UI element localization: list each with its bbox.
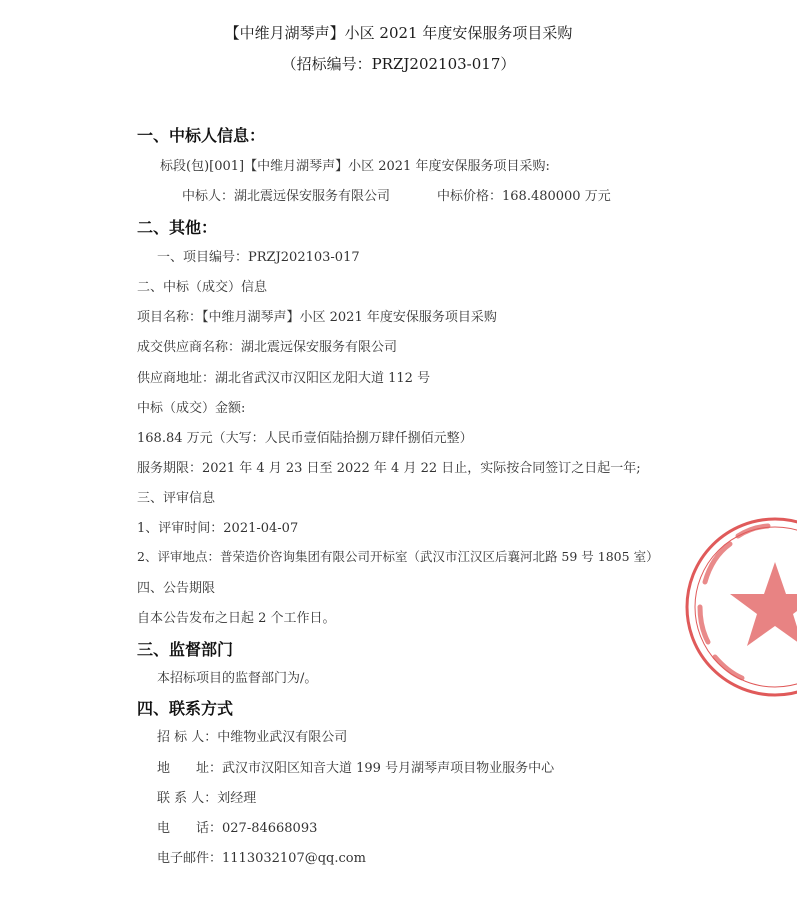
other-line: 2、评审地点：普荣造价咨询集团有限公司开标室（武汉市江汉区后襄河北路 59 号 1805 室） — [137, 549, 659, 564]
other-line: 168.84 万元（大写：人民币壹佰陆拾捌万肆仟捌佰元整） — [137, 431, 473, 446]
other-line: 服务期限：2021 年 4 月 23 日至 2022 年 4 月 22 日止，实际按合同签订之日起一年; — [137, 461, 641, 476]
other-line: 二、中标（成交）信息 — [137, 280, 268, 295]
section-heading-supervision: 三、监督部门 — [137, 640, 234, 659]
lot-line: 标段(包)[001]【中维月湖琴声】小区 2021 年度安保服务项目采购: — [160, 159, 550, 174]
seal-stamp-icon — [680, 512, 797, 702]
contact-line: 联 系 人：刘经理 — [157, 791, 257, 806]
other-line: 1、评审时间：2021-04-07 — [137, 521, 299, 536]
contact-line: 电子邮件：1113032107@qq.com — [157, 851, 366, 866]
supervision-text: 本招标项目的监督部门为/。 — [157, 671, 318, 686]
contact-line: 电 话：027-84668093 — [157, 821, 318, 836]
other-line: 供应商地址：湖北省武汉市汉阳区龙阳大道 112 号 — [137, 371, 431, 386]
other-line: 项目名称：【中维月湖琴声】小区 2021 年度安保服务项目采购 — [137, 310, 497, 325]
other-line: 成交供应商名称：湖北震远保安服务有限公司 — [137, 340, 398, 355]
contact-line: 招 标 人：中维物业武汉有限公司 — [157, 730, 348, 745]
other-line: 自本公告发布之日起 2 个工作日。 — [137, 611, 336, 626]
section-heading-winner: 一、中标人信息： — [137, 126, 266, 145]
winner-price: 中标价格：168.480000 万元 — [437, 189, 611, 204]
seal-arc-strokes — [700, 526, 768, 678]
winner-name: 中标人：湖北震远保安服务有限公司 — [182, 189, 391, 204]
seal-inner-ring — [695, 527, 797, 687]
other-line: 中标（成交）金额: — [137, 401, 246, 416]
other-line: 四、公告期限 — [137, 581, 216, 596]
section-heading-other: 二、其他： — [137, 218, 218, 237]
seal-star — [730, 562, 797, 646]
section-heading-contact: 四、联系方式 — [137, 699, 234, 718]
other-line: 一、项目编号：PRZJ202103-017 — [157, 250, 360, 265]
seal-ring — [687, 519, 797, 695]
contact-line: 地 址：武汉市汉阳区知音大道 199 号月湖琴声项目物业服务中心 — [157, 761, 555, 776]
other-line: 三、评审信息 — [137, 491, 216, 506]
document-title: 【中维月湖琴声】小区 2021 年度安保服务项目采购 — [224, 24, 573, 42]
tender-number: （招标编号：PRZJ202103-017） — [281, 55, 516, 73]
